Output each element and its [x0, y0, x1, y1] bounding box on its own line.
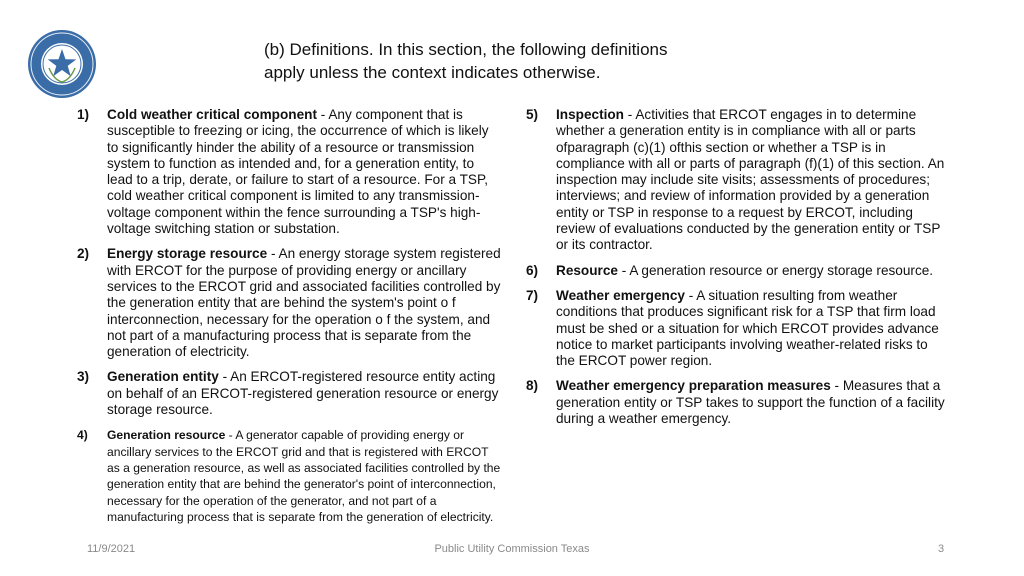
item-number: 8) [526, 378, 539, 394]
term-separator: - [225, 428, 236, 443]
definition-text: A situation resulting from weather conditions that produces significant risk for a TSP that firm load must be shed or a situation for which ERCOT provides advance notice to market participants involving weather-related risks to the ERCOT power region. [556, 287, 939, 369]
definition-term: Energy storage resource [107, 246, 268, 262]
definition-text: A generation resource or energy storage resource. [629, 262, 934, 278]
definition-text: An ERCOT-registered resource entity acting on behalf of an ERCOT-registered generation resource or energy storage resource. [107, 369, 499, 418]
texas-seal-icon [26, 28, 98, 100]
term-separator: - [218, 369, 231, 385]
item-number: 6) [526, 262, 539, 278]
term-separator: - [684, 287, 697, 303]
definition-text: A generator capable of providing energy or ancillary services to the ERCOT grid and that is registered with ERCOT as a generation resource, as well as associated facilities controlled by the generation entity that are behind the generator's point of interconnection, necessary for the operation of the generator, and not part of a manufacturing process that is separate from the generation of electricity. [107, 428, 501, 524]
term-separator: - [623, 107, 636, 122]
item-number: 3) [77, 369, 90, 385]
definition-term: Cold weather critical component [107, 107, 317, 122]
item-number: 7) [526, 287, 539, 303]
definition-text: Activities that ERCOT engages in to determine whether a generation entity is in compliance with all or parts ofparagraph (c)(1) ofthis section or whether a TSP is in compliance with all or parts of paragraph (f)(1) of this section. An inspection may include site visits; assessments of procedures; interviews; and review of information provided by a generation entity or TSP in response to a request by ERCOT, including review of evaluations conducted by the generation entity or TSP or its contractor. [556, 107, 945, 253]
item-number: 2) [77, 246, 90, 262]
definition-item [526, 378, 950, 427]
title-line-2: apply unless the context indicates otherwise. [264, 63, 601, 82]
definition-term: Weather emergency [556, 287, 685, 303]
definition-item [77, 427, 501, 525]
term-separator: - [617, 262, 630, 278]
item-number: 1) [77, 107, 90, 122]
footer-page-number: 3 [938, 543, 945, 555]
definition-term: Weather emergency preparation measures [556, 378, 831, 394]
definitions-right-column [526, 107, 950, 436]
definition-item [526, 263, 950, 279]
definition-text: An energy storage system registered with ERCOT for the purpose of providing energy or ancillary services to the ERCOT grid and associated facilities controlled by the generation entity that are behind the system's point o f interconnection, necessary for the operation o f the system, and not part of a manufacturing process that is separate from the generation of electricity. [107, 246, 501, 360]
definition-item [77, 107, 501, 237]
definition-text: Any component that is susceptible to freezing or icing, the occurrence of which is likely to significantly hinder the ability of a resource or transmission system to function as intended and, for a generation entity, to lead to a trip, derate, or failure to start of a resource. For a TSP, cold weather critical component is limited to any transmission-voltage component within the fence surrounding a TSP's high-voltage switching station or substation. [107, 107, 489, 237]
footer-date: 11/9/2021 [87, 543, 136, 555]
definition-text: Measures that a generation entity or TSP takes to support the function of a facility during a weather emergency. [556, 378, 945, 427]
definition-item [77, 369, 501, 418]
footer-organization: Public Utility Commission Texas [434, 543, 590, 555]
definition-term: Inspection [556, 107, 624, 122]
definition-item [77, 246, 501, 360]
definition-term: Resource [556, 262, 618, 278]
definition-term: Generation entity [107, 369, 219, 385]
title-line-1: (b) Definitions. In this section, the following definitions [264, 40, 668, 59]
definitions-left-column [77, 107, 501, 534]
term-separator: - [267, 246, 279, 262]
term-separator: - [317, 107, 329, 122]
term-separator: - [830, 378, 843, 394]
definition-item [526, 107, 950, 254]
definition-item [526, 288, 950, 369]
definition-term: Generation resource [107, 428, 226, 443]
page-title [264, 38, 784, 84]
item-number: 5) [526, 107, 539, 122]
item-number: 4) [77, 428, 88, 443]
